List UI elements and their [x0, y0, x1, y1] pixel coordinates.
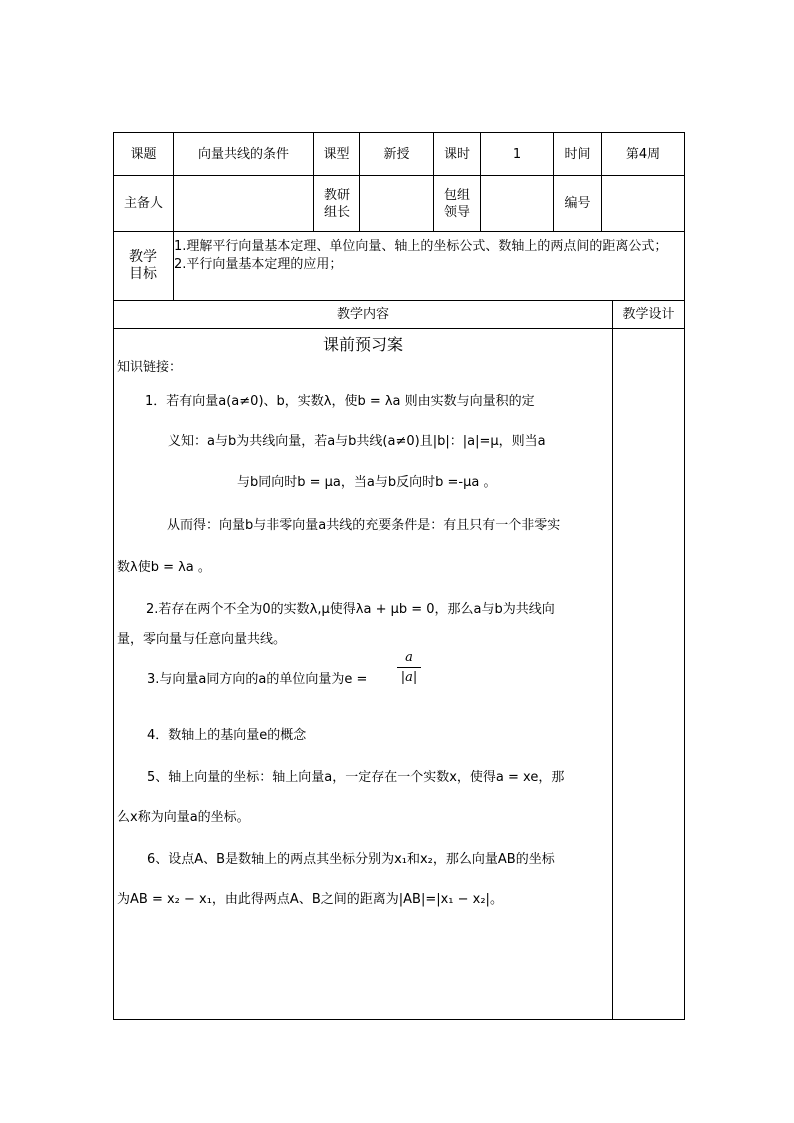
- table-row-divider: [113, 231, 685, 232]
- unit-vector-fraction: [397, 650, 421, 685]
- preparer-label: 主备人: [123, 196, 163, 211]
- objective-1: 1.理解平行向量基本定理、单位向量、轴上的坐标公式、数轴上的两点间的距离公式；: [174, 239, 668, 254]
- design-header: 教学设计: [622, 307, 675, 322]
- type-value: 新授: [383, 146, 410, 162]
- table-border-bottom: [113, 1019, 685, 1020]
- item-2-line-2: 量，零向量与任意向量共线。: [117, 632, 287, 647]
- type-label: 课型: [323, 146, 350, 162]
- item-5-line-1: 5、轴上向量的坐标：轴上向量a，一定存在一个实数x，使得a = xe，那: [147, 770, 565, 785]
- item-1-line-2: 义知：a与b为共线向量，若a与b共线(a≠0)且|b|：|a|=μ，则当a: [168, 434, 546, 449]
- time-value: 第4周: [625, 146, 661, 162]
- table-border-right: [684, 132, 685, 1020]
- item-1-line-3: 与b同向时b = μa，当a与b反向时b =-μa 。: [237, 475, 497, 490]
- objectives-label: 教学目标: [129, 249, 157, 282]
- item-2-line-1: 2.若存在两个不全为0的实数λ,μ使得λa + μb = 0，那么a与b为共线向: [146, 602, 555, 617]
- fraction-bar: [397, 667, 421, 668]
- number-value: [602, 176, 684, 231]
- supervisor-value: [481, 176, 553, 231]
- hours-value: 1: [512, 146, 522, 162]
- topic-label: 课题: [130, 146, 157, 162]
- content-header: 教学内容: [336, 307, 389, 322]
- group-leader-label: 教研组长: [323, 187, 350, 220]
- table-border-left: [113, 132, 114, 1020]
- content-title: 课前预习案: [322, 335, 403, 354]
- item-1-line-5: 数λ使b = λa 。: [117, 560, 211, 575]
- content-design-divider: [612, 300, 613, 1020]
- hours-label: 课时: [443, 146, 470, 162]
- table-row-divider: [113, 328, 685, 329]
- fraction-denominator: |a|: [400, 670, 418, 685]
- item-6-line-2: 为AB = x₂ − x₁，由此得两点A、B之间的距离为|AB|=|x₁ − x₂|。: [117, 892, 503, 907]
- time-label: 时间: [564, 146, 591, 162]
- content-subtitle: 知识链接：: [117, 360, 183, 375]
- objectives-text: [174, 238, 684, 274]
- item-1-line-4: 从而得：向量b与非零向量a共线的充要条件是：有且只有一个非零实: [167, 518, 561, 533]
- item-1-line-1: 1．若有向量a(a≠0)、b，实数λ，使b = λa 则由实数与向量积的定: [145, 394, 535, 409]
- item-5-line-2: 么x称为向量a的坐标。: [117, 810, 250, 825]
- preparer-value: [174, 176, 313, 231]
- fraction-numerator: a: [405, 650, 413, 665]
- number-label: 编号: [564, 196, 591, 211]
- item-6-line-1: 6、设点A、B是数轴上的两点其坐标分别为x₁和x₂，那么向量AB的坐标: [147, 852, 555, 867]
- item-4-line: 4．数轴上的基向量e的概念: [147, 728, 307, 743]
- group-leader-value: [360, 176, 433, 231]
- objective-2: 2.平行向量基本定理的应用；: [174, 257, 343, 272]
- supervisor-label: 包组领导: [443, 187, 470, 220]
- item-3-line: 3.与向量a同方向的a的单位向量为e =: [147, 672, 368, 687]
- topic-value: 向量共线的条件: [197, 146, 289, 162]
